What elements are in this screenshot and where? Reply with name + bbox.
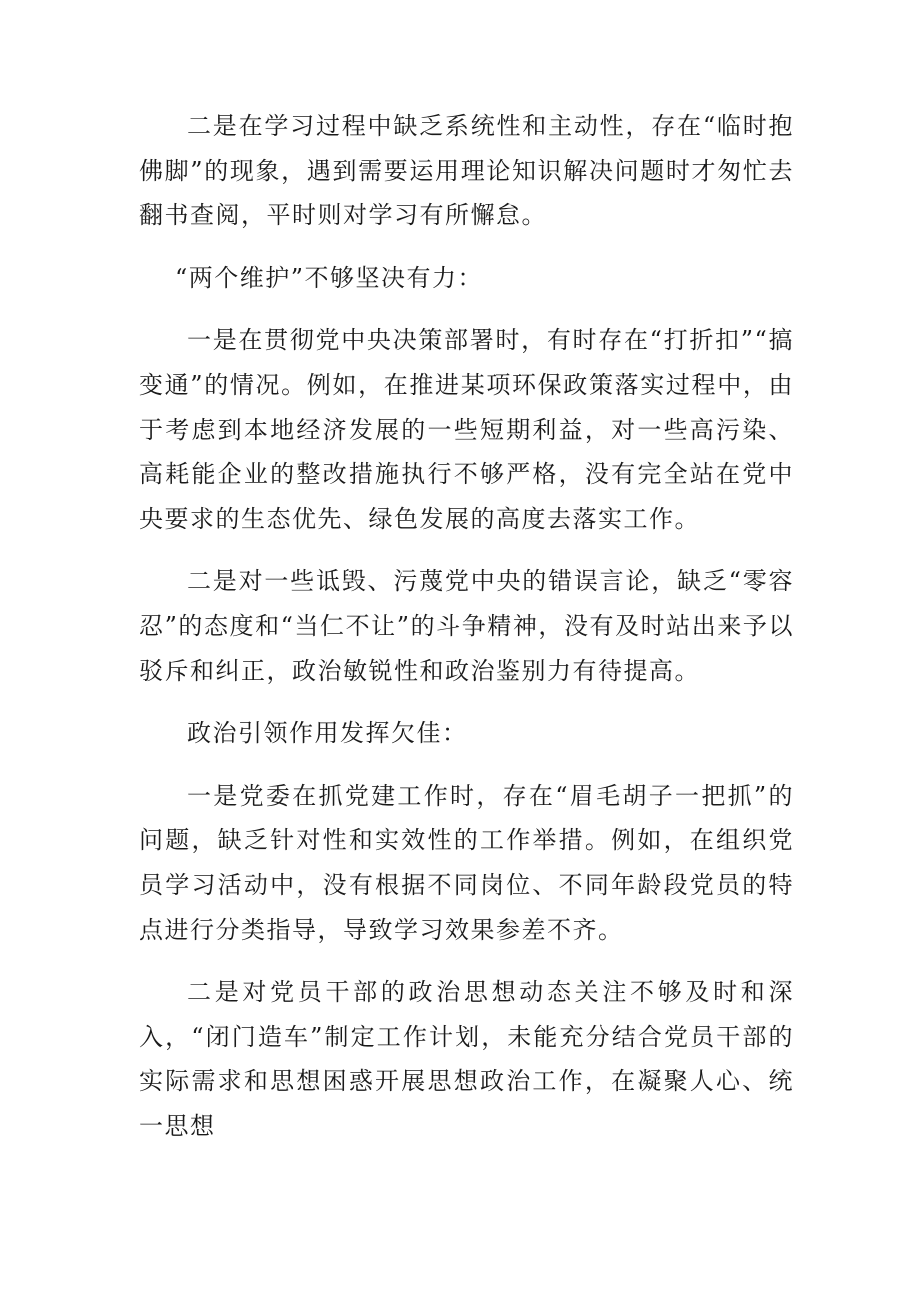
paragraph-erroneous-remarks: 二是对一些诋毁、污蔑党中央的错误言论，缺乏“零容忍”的态度和“当仁不让”的斗争精神，没有及时站出来予以驳斥和纠正，政治敏锐性和政治鉴别力有待提高。 (139, 567, 794, 685)
paragraph-policy-implementation: 一是在贯彻党中央决策部署时，有时存在“打折扣”“搞变通”的情况。例如，在推进某项环保政策落实过程中，由于考虑到本地经济发展的一些短期利益，对一些高污染、高耗能企业的整改措施执行不够严格，没有完全站在党中央要求的生态优先、绿色发展的高度去落实工作。 (139, 326, 794, 533)
section-heading-political-leadership: 政治引领作用发挥欠佳： (187, 719, 468, 748)
paragraph-learning-initiative: 二是在学习过程中缺乏系统性和主动性，存在“临时抱佛脚”的现象，遇到需要运用理论知识解决问题时才匆忙去翻书查阅，平时则对学习有所懈怠。 (139, 112, 794, 230)
paragraph-party-building: 一是党委在抓党建工作时，存在“眉毛胡子一把抓”的问题，缺乏针对性和实效性的工作举措。例如，在组织党员学习活动中，没有根据不同岗位、不同年龄段党员的特点进行分类指导，导致学习效果参差不齐。 (139, 781, 794, 944)
paragraph-ideological-work: 二是对党员干部的政治思想动态关注不够及时和深入，“闭门造车”制定工作计划，未能充分结合党员干部的实际需求和思想困惑开展思想政治工作，在凝聚人心、统一思想 (139, 978, 794, 1140)
section-heading-two-safeguards: “两个维护”不够坚决有力： (175, 263, 484, 292)
document-body (139, 104, 794, 1166)
